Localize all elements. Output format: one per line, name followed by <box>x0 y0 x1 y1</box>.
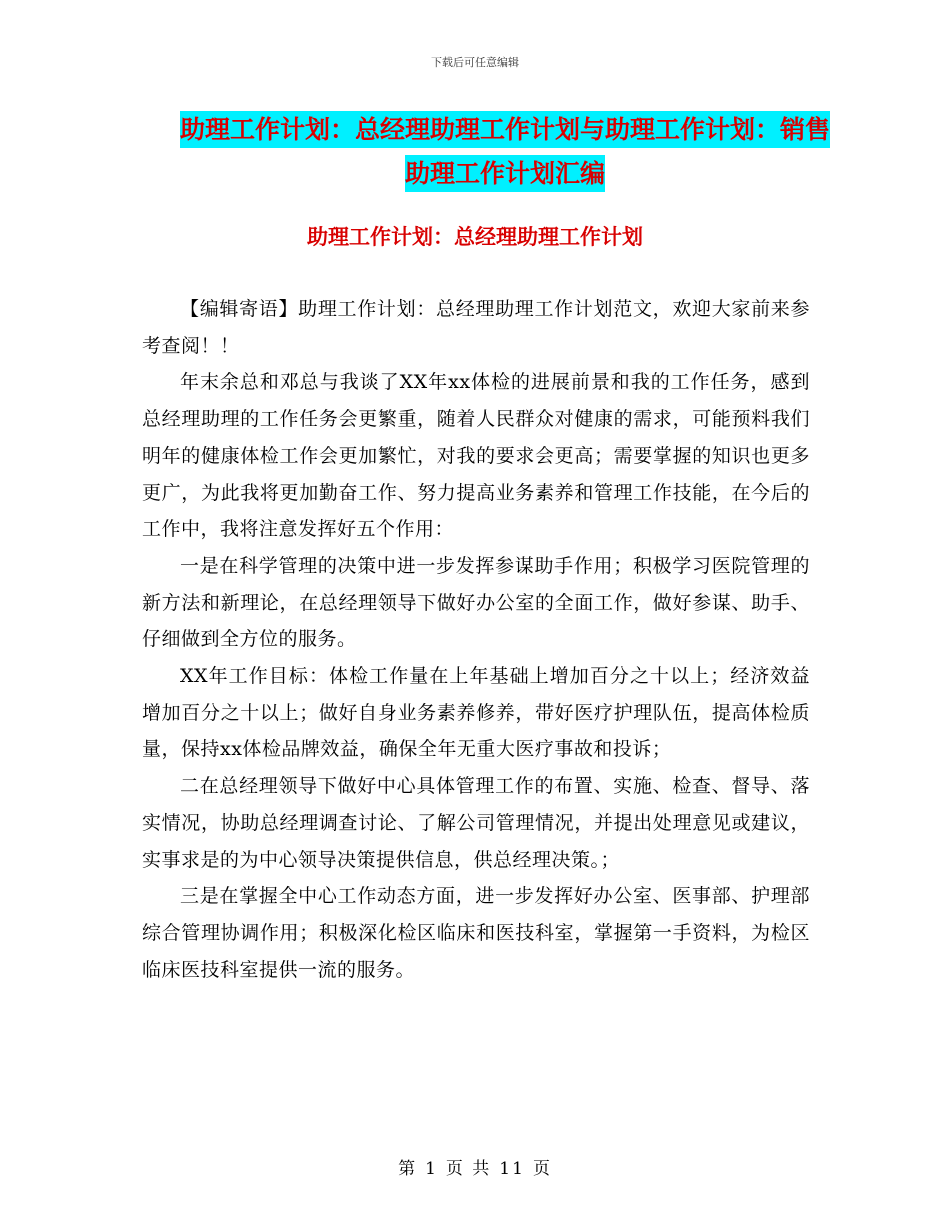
page-suffix: 页 <box>532 1159 552 1179</box>
paragraph: 年末余总和邓总与我谈了XX年xx体检的进展前景和我的工作任务，感到总经理助理的工作任务会更繁重，随着人民群众对健康的需求，可能预料我们明年的健康体检工作会更加繁忙，对我的要求会更高；需要掌握的知识也更多更广，为此我将更加勤奋工作、努力提高业务素养和管理工作技能，在今后的工作中，我将注意发挥好五个作用： <box>142 371 810 541</box>
document-title-text: 助理工作计划：总经理助理工作计划与助理工作计划：销售助理工作计划汇编 <box>180 111 830 192</box>
paragraph: 一是在科学管理的决策中进一步发挥参谋助手作用；积极学习医院管理的新方法和新理论，在总经理领导下做好办公室的全面工作，做好参谋、助手、仔细做到全方位的服务。 <box>142 554 810 651</box>
page-middle: 页 共 <box>445 1159 492 1179</box>
page-number: 1 <box>425 1159 438 1179</box>
header-note: 下载后可任意编辑 <box>431 56 519 69</box>
paragraph: 【编辑寄语】助理工作计划：总经理助理工作计划范文，欢迎大家前来参考查阅！！ <box>142 298 810 357</box>
page-total: 11 <box>499 1159 525 1179</box>
page-prefix: 第 <box>398 1159 418 1179</box>
document-body <box>142 291 810 988</box>
paragraph: 三是在掌握全中心工作动态方面，进一步发挥好办公室、医事部、护理部综合管理协调作用；积极深化检区临床和医技科室，掌握第一手资料，为检区临床医技科室提供一流的服务。 <box>142 885 810 981</box>
paragraph: XX年工作目标：体检工作量在上年基础上增加百分之十以上；经济效益增加百分之十以上；做好自身业务素养修养，带好医疗护理队伍，提高体检质量，保持xx体检品牌效益，确保全年无重大医疗事故和投诉； <box>142 665 810 761</box>
page-footer <box>0 1154 950 1179</box>
section-title: 助理工作计划：总经理助理工作计划 <box>307 225 643 249</box>
paragraph: 二在总经理领导下做好中心具体管理工作的布置、实施、检查、督导、落实情况，协助总经理调查讨论、了解公司管理情况，并提出处理意见或建议，实事求是的为中心领导决策提供信息，供总经理决策。； <box>142 775 810 871</box>
document-title <box>175 108 835 196</box>
